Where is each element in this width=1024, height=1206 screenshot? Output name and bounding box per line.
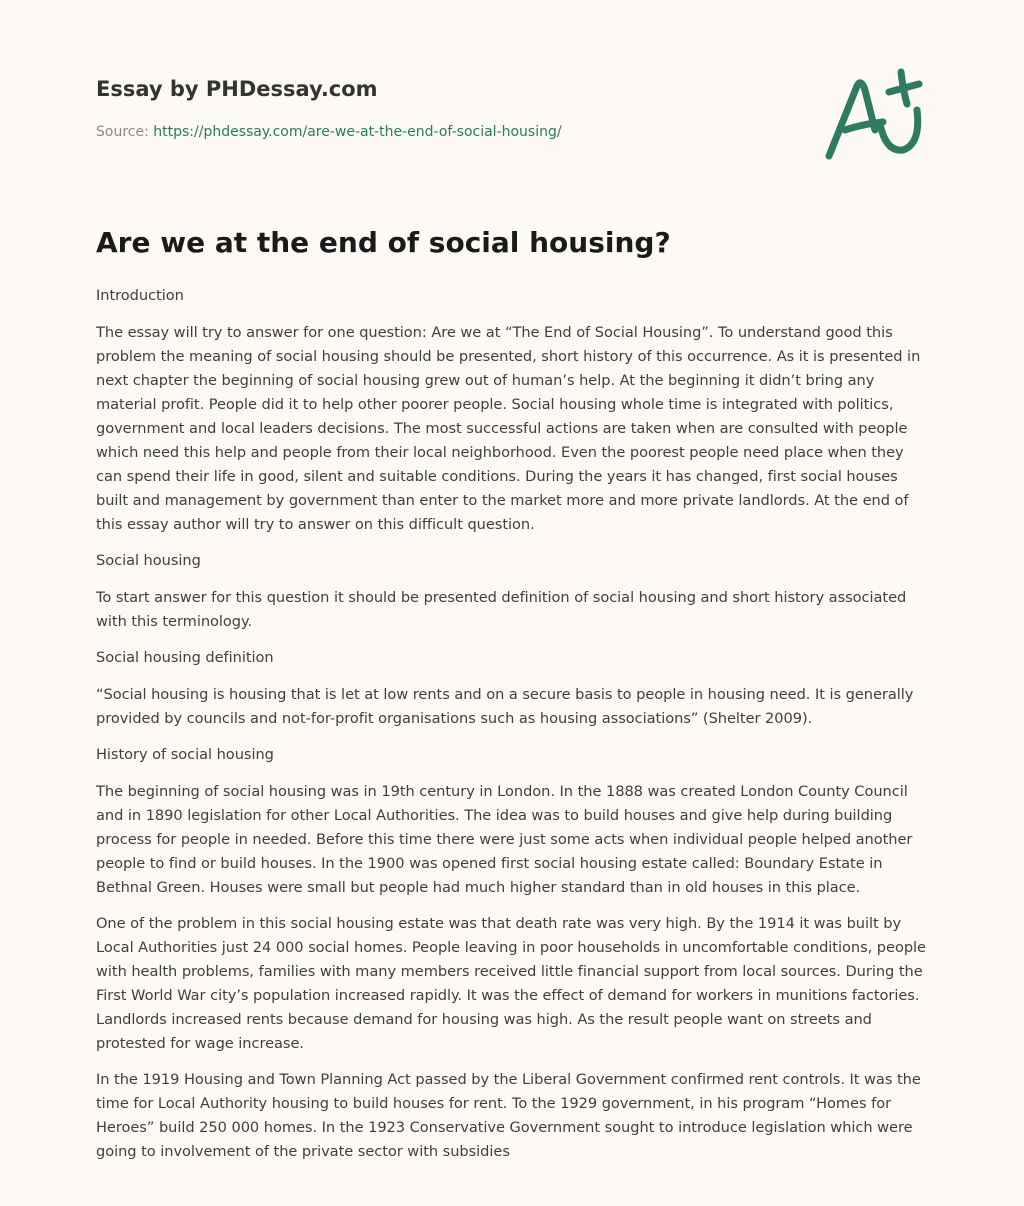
paragraph-introduction: The essay will try to answer for one question: Are we at “The End of Social Housing”. To understand good this problem the meaning of social housing should be presented, short history of this occurrence. As it is presented in next chapter the beginning of social housing grew out of human’s help. At the beginning it didn’t bring any material profit. People did it to help other poorer people. Social housing whole time is integrated with politics, government and local leaders decisions. The most successful actions are taken when are consulted with people which need this help and people from their local neighborhood. Even the poorest people need place when they can spend their life in good, silent and suitable conditions. During the years it has changed, first social houses built and management by government than enter to the market more and more private landlords. At the end of this essay author will try to answer on this difficult question.	[96, 324, 921, 533]
paragraph-social-housing: To start answer for this question it should be presented definition of social housing and short history associated with this terminology.	[96, 589, 907, 630]
source-line	[96, 124, 562, 140]
section-heading-history: History of social housing	[96, 746, 274, 763]
essay-body	[96, 284, 928, 1176]
section-heading-social-housing: Social housing	[96, 552, 201, 569]
paragraph-history-3: In the 1919 Housing and Town Planning Act passed by the Liberal Government confirmed rent controls. It was the time for Local Authority housing to build houses for rent. To the 1929 government, in his program “Homes for Heroes” build 250 000 homes. In the 1923 Conservative Government sought to introduce legislation which were going to involvement of the private sector with subsidies	[96, 1071, 921, 1160]
page-header	[96, 0, 928, 190]
section-heading-introduction: Introduction	[96, 287, 184, 304]
essay-title: Are we at the end of social housing?	[96, 226, 671, 259]
paragraph-history-2: One of the problem in this social housing estate was that death rate was very high. By the 1914 it was built by Local Authorities just 24 000 social homes. People leaving in poor households in uncomfortable conditions, people with health problems, families with many members received little financial support from local sources. During the First World War city’s population increased rapidly. It was the effect of demand for workers in munitions factories. Landlords increased rents because demand for housing was high. As the result people want on streets and protested for wage increase.	[96, 915, 926, 1052]
a-plus-grade-icon	[823, 66, 927, 164]
section-heading-definition: Social housing definition	[96, 649, 274, 666]
paragraph-definition: “Social housing is housing that is let at low rents and on a secure basis to people in housing need. It is generally provided by councils and not-for-profit organisations such as housing associations” (Shelter 2009).	[96, 686, 914, 727]
source-label: Source:	[96, 124, 149, 140]
source-link[interactable]: https://phdessay.com/are-we-at-the-end-of-social-housing/	[153, 124, 562, 140]
site-title: Essay by PHDessay.com	[96, 77, 378, 101]
essay-page	[96, 0, 928, 1160]
paragraph-history-1: The beginning of social housing was in 19th century in London. In the 1888 was created London County Council and in 1890 legislation for other Local Authorities. The idea was to build houses and give help during building process for people in needed. Before this time there were just some acts when individual people helped another people to find or build houses. In the 1900 was opened first social housing estate called: Boundary Estate in Bethnal Green. Houses were small but people had much higher standard than in old houses in this place.	[96, 783, 913, 896]
